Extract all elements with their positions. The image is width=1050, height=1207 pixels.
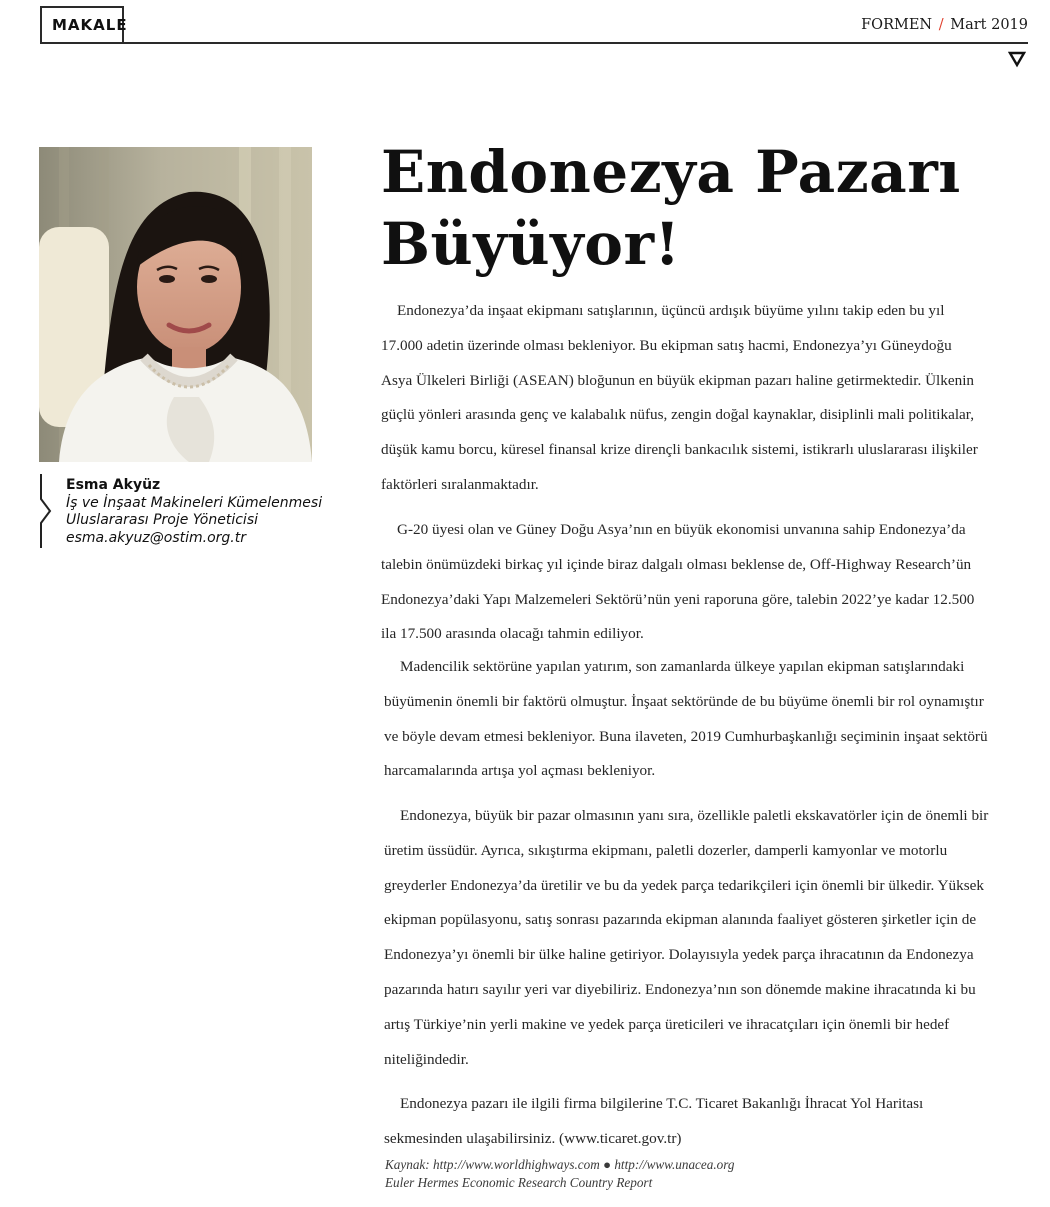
header-rule xyxy=(40,42,1028,44)
article-title xyxy=(381,136,1021,280)
triangle-down-icon xyxy=(1008,50,1026,68)
issue-info xyxy=(861,17,1028,33)
author-email[interactable]: esma.akyuz@ostim.org.tr xyxy=(66,529,246,546)
article-title-line2: Büyüyor! xyxy=(381,210,681,278)
article-paragraph: Madencilik sektörüne yapılan yatırım, son zamanlarda ülkeye yapılan ekipman satışlarındaki büyümenin önemli bir faktörü olmuştur. İnşaat sektöründe de bu büyüme önemli bir rol oynamıştır ve böyle devam etmesi bekleniyor. Buna ilaveten, 2019 Cumhurbaşkanlığı seçiminin inşaat sektörü harcamalarında artışa yol açması bekleniyor. xyxy=(384,658,988,780)
issue-date: Mart 2019 xyxy=(950,17,1028,33)
section-label: MAKALE xyxy=(52,16,128,34)
publication-name: FORMEN xyxy=(861,17,933,33)
author-role-line2: Uluslararası Proje Yöneticisi xyxy=(66,512,259,528)
article-paragraph: G-20 üyesi olan ve Güney Doğu Asya’nın en büyük ekonomisi unvanına sahip Endonezya’da talebin önümüzdeki birkaç yıl içinde biraz dalgalı olması beklense de, Off-Highway Research’ün Endonezya’daki Yapı Malzemeleri Sektörü’nün yeni raporuna göre, talebin 2022’ye kadar 12.500 ila 17.500 arasında olacağı tahmin ediliyor. xyxy=(381,521,975,643)
sources-line1: Kaynak: http://www.worldhighways.com ● http://www.unacea.org xyxy=(385,1157,735,1172)
article-paragraph: Endonezya pazarı ile ilgili firma bilgilerine T.C. Ticaret Bakanlığı İhracat Yol Haritası sekmesinden ulaşabilirsiniz. (www.ticaret.gov.tr) xyxy=(384,1095,924,1147)
bio-bracket-icon xyxy=(40,474,52,548)
article-title-line1: Endonezya Pazarı xyxy=(381,138,961,206)
sources-line2: Euler Hermes Economic Research Country Report xyxy=(385,1175,653,1190)
author-photo xyxy=(39,147,312,462)
author-bio xyxy=(40,474,340,548)
issue-separator: / xyxy=(938,17,944,33)
author-name: Esma Akyüz xyxy=(66,477,161,493)
article-paragraph: Endonezya, büyük bir pazar olmasının yanı sıra, özellikle paletli ekskavatörler için de önemli bir üretim üssüdür. Ayrıca, sıkıştırma ekipmanı, paletli dozerler, damperli kamyonlar ve motorlu greyderler Endonezya’da üretilir ve bu da yedek parça tedarikçileri için önemli bir ülkedir. Yüksek ekipman popülasyonu, satış sonrası pazarında ekipman alanında faaliyet gösteren şirketler için de Endonezya’yı önemli bir ülke haline getiriyor. Dolayısıyla yedek parça ihracatının da Endonezya pazarında hatırı sayılır yeri var diyebiliriz. Endonezya’nın son dönemde makine ihracatında ki bu artış Türkiye’nin yerli makine ve yedek parça üreticileri ve ihracatçıları için önemli bir hedef niteliğindedir. xyxy=(384,807,989,1068)
sources xyxy=(385,1156,735,1192)
author-role-line1: İş ve İnşaat Makineleri Kümelenmesi xyxy=(66,494,323,511)
article-paragraph: Endonezya’da inşaat ekipmanı satışlarının, üçüncü ardışık büyüme yılını takip eden bu yıl 17.000 adetin üzerinde olması bekleniyor. Bu ekipman satış hacmi, Endonezya’yı Güneydoğu Asya Ülkeleri Birliği (ASEAN) bloğunun en büyük ekipman pazarı haline getirmektedir. Ülkenin güçlü yönleri arasında genç ve kalabalık nüfus, zengin doğal kaynaklar, disiplinli mali politikalar, düşük kamu borcu, küresel finansal krize dirençli bankacılık sistemi, istikrarlı uluslararası ilişkiler faktörleri sıralanmaktadır. xyxy=(381,302,978,493)
section-tag xyxy=(40,6,128,42)
